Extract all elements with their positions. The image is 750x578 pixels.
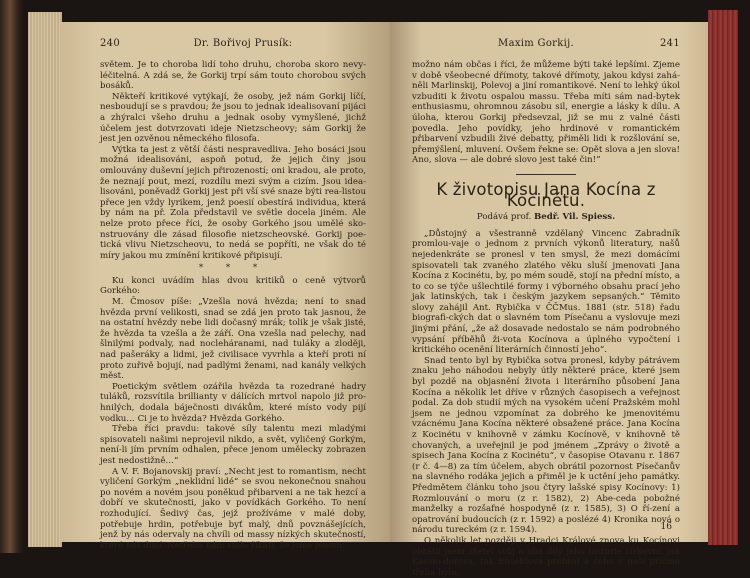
left-page (60, 22, 390, 551)
paragraph: Třeba říci pravdu: takové síly talentu mezi mladými spisovateli našimi neprojevil nikdo, a svět, vyličený Gorkým, není-li jím prvním odhalen, přece jenom umělecky zobrazen jest nedostižně…“ (100, 424, 366, 466)
article-title: K životopisu Jana Kocína z Kocinétu. (436, 179, 656, 210)
paragraph: Poetickým světlem ozářila hvězda ta rozedrané hadry tuláků, rozsvítila brillianty v dálících mrtvol napolo již pro-hnilých, dodala báječnosti divákům, které místo vody pijí vodku… Ci je to hvězda? Hvězda Gorkého. (100, 381, 366, 424)
paragraph: Ku konci uvádím hlas dvou kritiků o ceně výtvorů Gorkého: (100, 275, 366, 297)
paragraph: A V. F. Bojanovskij praví: „Necht jest to romantism, necht vyličení Gorkým „neklidní lidé“ se svou nekonečnou snahou po novém a novém jsou poněkud přibarveni a ne tak hezcí a dobří ve skutečnosti, jako v povídkách Gorkého. To není rozhodující. Šedivý čas, jejž prožíváme v malé doby, potřebuje hrdin, potřebuje byť malý, dnů povznášejících, jenž by nás odervaly na chvíli od massy nízkých skutečností, které nás dusí. Netřeba nám stále říkati, že jsme jenom (100, 466, 366, 551)
byline-author: Bedř. Vil. Spiess. (533, 212, 616, 223)
right-page-edges (708, 10, 738, 545)
article-byline (412, 212, 680, 223)
paragraph: O několik let později v Hradci Králové znova ku Kocínovi obrátil jsem zřetel svůj a oba díly jeho historie církevní, jak Kassio-dorova, tak Eusebiova probral a čeho v naší příčině třeba bylo, (412, 535, 680, 578)
running-head-left: Dr. Bořivoj Prusík: (193, 38, 293, 49)
byline-prefix: Podává prof. (476, 212, 532, 223)
left-page-edges (28, 12, 62, 547)
page-number-left: 240 (100, 38, 120, 49)
paragraph: možno nám občas i říci, že můžeme býti také lepšími. Zjeme v době všeobecné dřímoty, takové dřímoty, jakou kdysi zahá-něli Marlinskij, Polevoj a jiní romantikové. Není to lehký úkol vzbuditi k životu ospalou massu. Třeba míti sám nad-bytek enthusiasmu, ohromnou zásobu sil, energie a lásky k dílu. A úloha, kterou Gorkij předsevzal, již se mu z valné části povedla. Jeho povídky, jeho hrdinové v romantickém přibarvení vzbudili živé debatty, přiměli lidi k rozšlování se, přemýšlení, mluvení. Ovšem řekne se: Opět slova a jen slova! Ano, slova — ale dobré slovo jest také čin!“ (412, 60, 680, 166)
section-separator: * * * (198, 263, 268, 274)
page-number-right: 241 (660, 38, 680, 49)
right-page-body (412, 60, 680, 578)
paragraph: Někteří kritikové vytýkají, že osoby, jež nám Gorkij líčí, nesboudují se s pravdou; že jsou to jednak idealisovaní pijáci a zhýralci všeho druhu a jednak osoby vymyšlené, jichž účelem jest dotvrzovati ideje Nietzscheovy; sám Gorkij že jest jen ozvěnou německého filosofa. (100, 91, 366, 145)
signature-mark: 16 (660, 522, 672, 532)
left-page-body (100, 60, 366, 551)
paragraph: M. Čmosov píše: „Vzešla nová hvězda; není to snad hvězda první velikosti, snad se zdá jen proto tak jasnou, že na ostatní hvězdy nebe lidi dočasný mrák; tolik je však jisté, že hvězda ta vzešla a že září. Ona vzešla nad pelechy, nad šlnilými podvaly, nad nocleháranami, nad tuláky a zloději, nad pašeráky a lidmi, jež civilisace vyvrhla a kteří proti ní proto zuřivě bojují, nad padlými ženami, nad kanály velkých měst. (100, 297, 366, 382)
paragraph: světem. Je to choroba lidí toho druhu, choroba skoro nevy-léčitelná. A zdá se, že Gorkij trpí sám touto chorobou svých bosáků. (100, 60, 366, 92)
left-page-header (100, 38, 366, 49)
right-page (390, 22, 710, 578)
paragraph: Snad tento byl by Rybička sotva pronesl, kdyby pátrávem znaku jeho náhodou nebyly útly některé práce, které jsem byl pozdě na objasnění života i literárního působení Jana Kocína a několik let dříve v různých časopisech a veřejnost podal. Za dob studií mých na vysokém učení Pražském mohl jsem ne jednou vzpomínat za dobrého ke jmenovitému vzácnému Jana Kocína některé obsažené práce. Jana Kocína z Kocinétu v knihovně v zámku Kocínově, v knihovně tě chovaných, a uveřejnil je pod jménem „Zprávy o životě a spisech Jana Kocína z Kocinétu“, v časopise Otavanu r. 1867 (r č. 4—8) za tím účelem, abych obrátil pozornost Písečanův na slavného rodáka jejich a přiměl je k uctění jeho památky. Předmětem článku toho jsou čtyry lašské spisy Kocínovy: 1) Rozmlouvání o moru (z r. 1582), 2) Abe-ceda pobožné manželky a rozšafné hospodyně (z r. 1585), 3) O ří-zení a opatrování budoucích (z r. 1592) a poslézé 4) Kronika nová o národu tureckém (z r. 1594). (412, 355, 680, 536)
running-head-right: Maxim Gorkij. (498, 38, 574, 49)
section-divider (516, 174, 576, 175)
right-page-header (412, 38, 680, 49)
paragraph: „Důstojný a všestranně vzdělaný Vincenc Zabradník promlou-vaje o jednom z prvních výkonů literatury, našů nejedenkráte se pronesl v ten smysl, že mezi domácími spisovateli tak zvaného zlatého věku sluší jmenovati Jana Kocína z Kocinétu, by, po mém soudě, stojí na přední místo, a to co se týče ušlechtilé formy i výborného obsahu prací jeho jak latinských, tak i českým jazykem sepsaných.“ Těmito slovy zahájil Ant. Rybička v ČČMus. 1881 (str. 518) řadu biografi-ckých dat o slavném tom Písečanu a vyslovuje mezi jinými přání, „že až dosavade nedostalo se nám podrobného vypsání příběhů ži-vota Kocínova a úplného vypočtení i kritického ocenění literárních činností jeho“. (412, 228, 680, 356)
paragraph: Výtka ta jest z větší části nespravedliva. Jeho bosáci jsou možná idealisováni, aspoň potud, že jejich činy jsou omlouvány duševní jejich přirozeností; oni kradou, ale proto, že neznají pout, mezí, rozdílu mezi svým a cizím. Jsou idea-lisováni, poněvadž Gorkij jest při vší své snaze býti rea-listou přece jen vždy lyrikem, jenž poesií obestírá individua, která by nám na př. Zola představil ve světle docela jiném. Ale nelze proto přece říci, že osoby Gorkého jsou umělé sko-nstruovány dle zásad filosofie nietzscheovské. Gorkij poe-tická vlivu Nietzscheovu, to nedá se popříti, ne však do té míry jakou mu zmínění kritikové připisují. (100, 144, 366, 261)
